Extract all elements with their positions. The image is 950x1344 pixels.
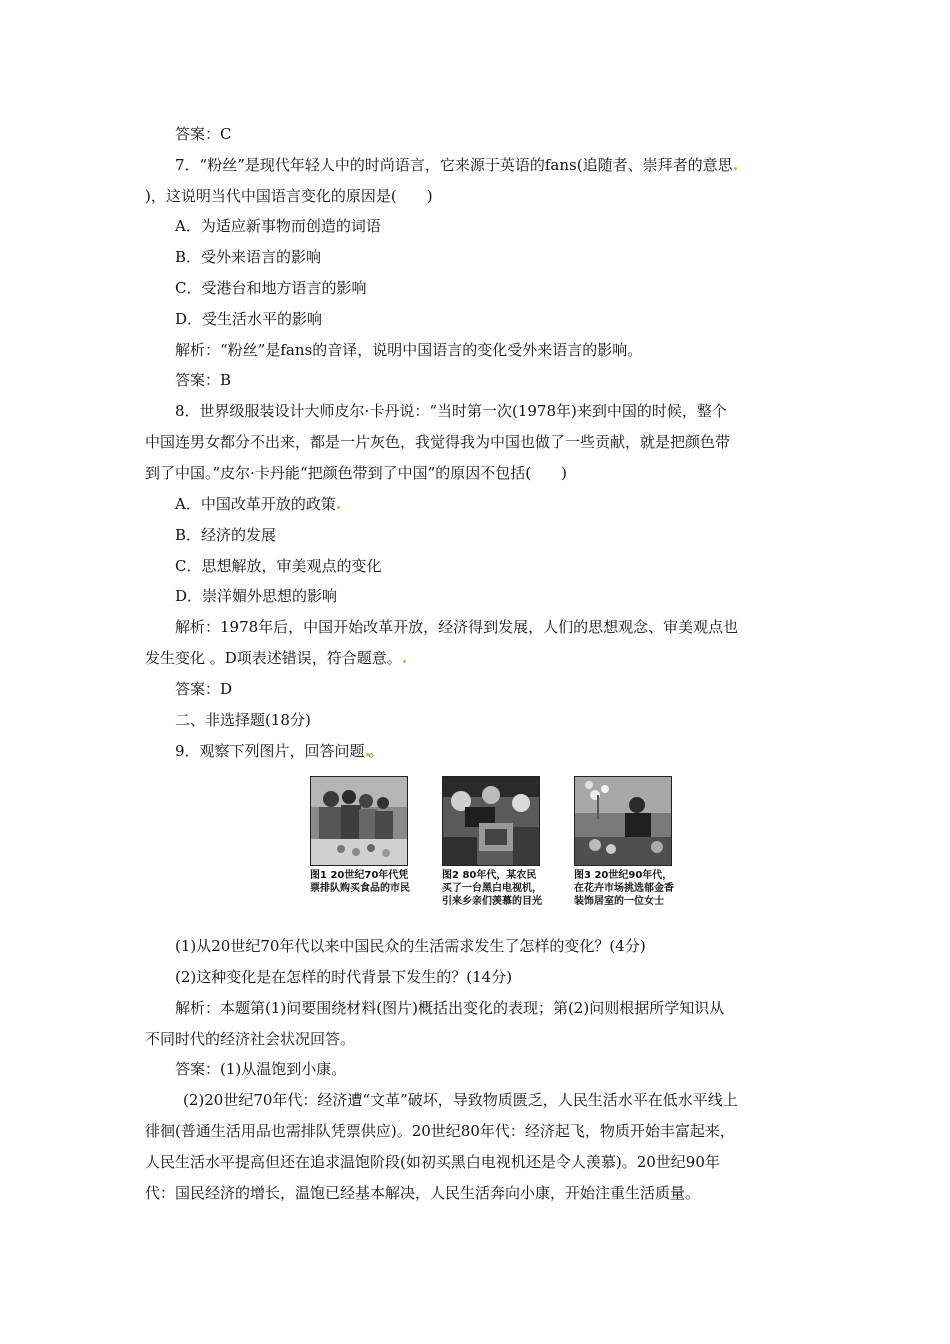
figure-row bbox=[310, 776, 680, 936]
mark-dot bbox=[337, 506, 340, 509]
answer-9-part1: 答案：(1)从温饱到小康。 bbox=[175, 1060, 347, 1078]
photo-flower-market bbox=[574, 776, 672, 866]
answer-8: 答案：D bbox=[175, 680, 233, 698]
question-7-line2: )，这说明当代中国语言变化的原因是( ) bbox=[145, 187, 433, 205]
option-7d: D．受生活水平的影响 bbox=[175, 310, 323, 328]
figure-3 bbox=[574, 776, 672, 908]
explanation-8-line2: 发生变化 。D项表述错误，符合题意。 bbox=[145, 648, 406, 668]
question-7-line1: 7．“粉丝”是现代年轻人中的时尚语言，它来源于英语的fans(追随者、崇拜者的意思 bbox=[175, 155, 737, 175]
figure-1-caption: 图1 20世纪70年代凭票排队购买食品的市民 bbox=[310, 870, 410, 894]
answer-9-part2-line2: 徘徊(普通生活用品也需排队凭票供应)。20世纪80年代：经济起飞，物质开始丰富起来， bbox=[145, 1122, 735, 1140]
photo-tv-villagers bbox=[442, 776, 540, 866]
mark-dot bbox=[403, 660, 406, 663]
question-9-part2: (2)这种变化是在怎样的时代背景下发生的？(14分) bbox=[175, 968, 513, 986]
answer-9-part2-line3: 人民生活水平提高但还在追求温饱阶段(如初买黑白电视机还是令人羡慕)。20世纪90年 bbox=[145, 1153, 720, 1171]
question-8-line3: 到了中国。”皮尔·卡丹能“把颜色带到了中国”的原因不包括( ) bbox=[145, 464, 567, 482]
section-2-heading: 二、非选择题(18分) bbox=[175, 711, 311, 729]
photo-queue-market bbox=[310, 776, 408, 866]
option-7c: C．受港台和地方语言的影响 bbox=[175, 279, 367, 297]
question-8-line1: 8．世界级服装设计大师皮尔·卡丹说：“当时第一次(1978年)来到中国的时候，整个 bbox=[175, 402, 727, 420]
figure-1 bbox=[310, 776, 408, 895]
explanation-9-line2: 不同时代的经济社会状况回答。 bbox=[145, 1030, 356, 1048]
option-8c: C．思想解放，审美观点的变化 bbox=[175, 557, 382, 575]
answer-6: 答案：C bbox=[175, 125, 232, 143]
option-7a: A．为适应新事物而创造的词语 bbox=[175, 217, 381, 235]
answer-9-part2-line4: 代：国民经济的增长，温饱已经基本解决，人民生活奔向小康，开始注重生活质量。 bbox=[145, 1184, 701, 1202]
option-8b: B．经济的发展 bbox=[175, 526, 277, 544]
explanation-7: 解析：“粉丝”是fans的音译，说明中国语言的变化受外来语言的影响。 bbox=[175, 341, 643, 359]
explanation-8-line1: 解析：1978年后，中国开始改革开放，经济得到发展，人们的思想观念、审美观点也 bbox=[175, 618, 739, 636]
answer-7: 答案：B bbox=[175, 371, 232, 389]
question-9-part1: (1)从20世纪70年代以来中国民众的生活需求发生了怎样的变化？(4分) bbox=[175, 937, 646, 955]
option-8a: A．中国改革开放的政策 bbox=[175, 494, 340, 514]
explanation-9-line1: 解析：本题第(1)问要围绕材料(图片)概括出变化的表现；第(2)问则根据所学知识从 bbox=[175, 999, 725, 1017]
option-8d: D．崇洋媚外思想的影响 bbox=[175, 587, 338, 605]
question-9: 9．观察下列图片，回答问题 。 bbox=[175, 742, 384, 760]
mark-dot bbox=[734, 167, 737, 170]
option-7b: B．受外来语言的影响 bbox=[175, 248, 322, 266]
figure-2-caption: 图2 80年代，某农民买了一台黑白电视机，引来乡亲们羡慕的目光 bbox=[442, 870, 542, 907]
figure-3-caption: 图3 20世纪90年代，在花卉市场挑选郁金香装饰居室的一位女士 bbox=[574, 870, 674, 907]
answer-9-part2-line1: (2)20世纪70年代：经济遭“文革”破坏，导致物质匮乏，人民生活水平在低水平线上 bbox=[183, 1091, 738, 1109]
question-8-line2: 中国连男女都分不出来，都是一片灰色，我觉得我为中国也做了一些贡献，就是把颜色带 bbox=[145, 433, 731, 451]
figure-2 bbox=[442, 776, 540, 908]
mark-dot bbox=[366, 753, 369, 756]
